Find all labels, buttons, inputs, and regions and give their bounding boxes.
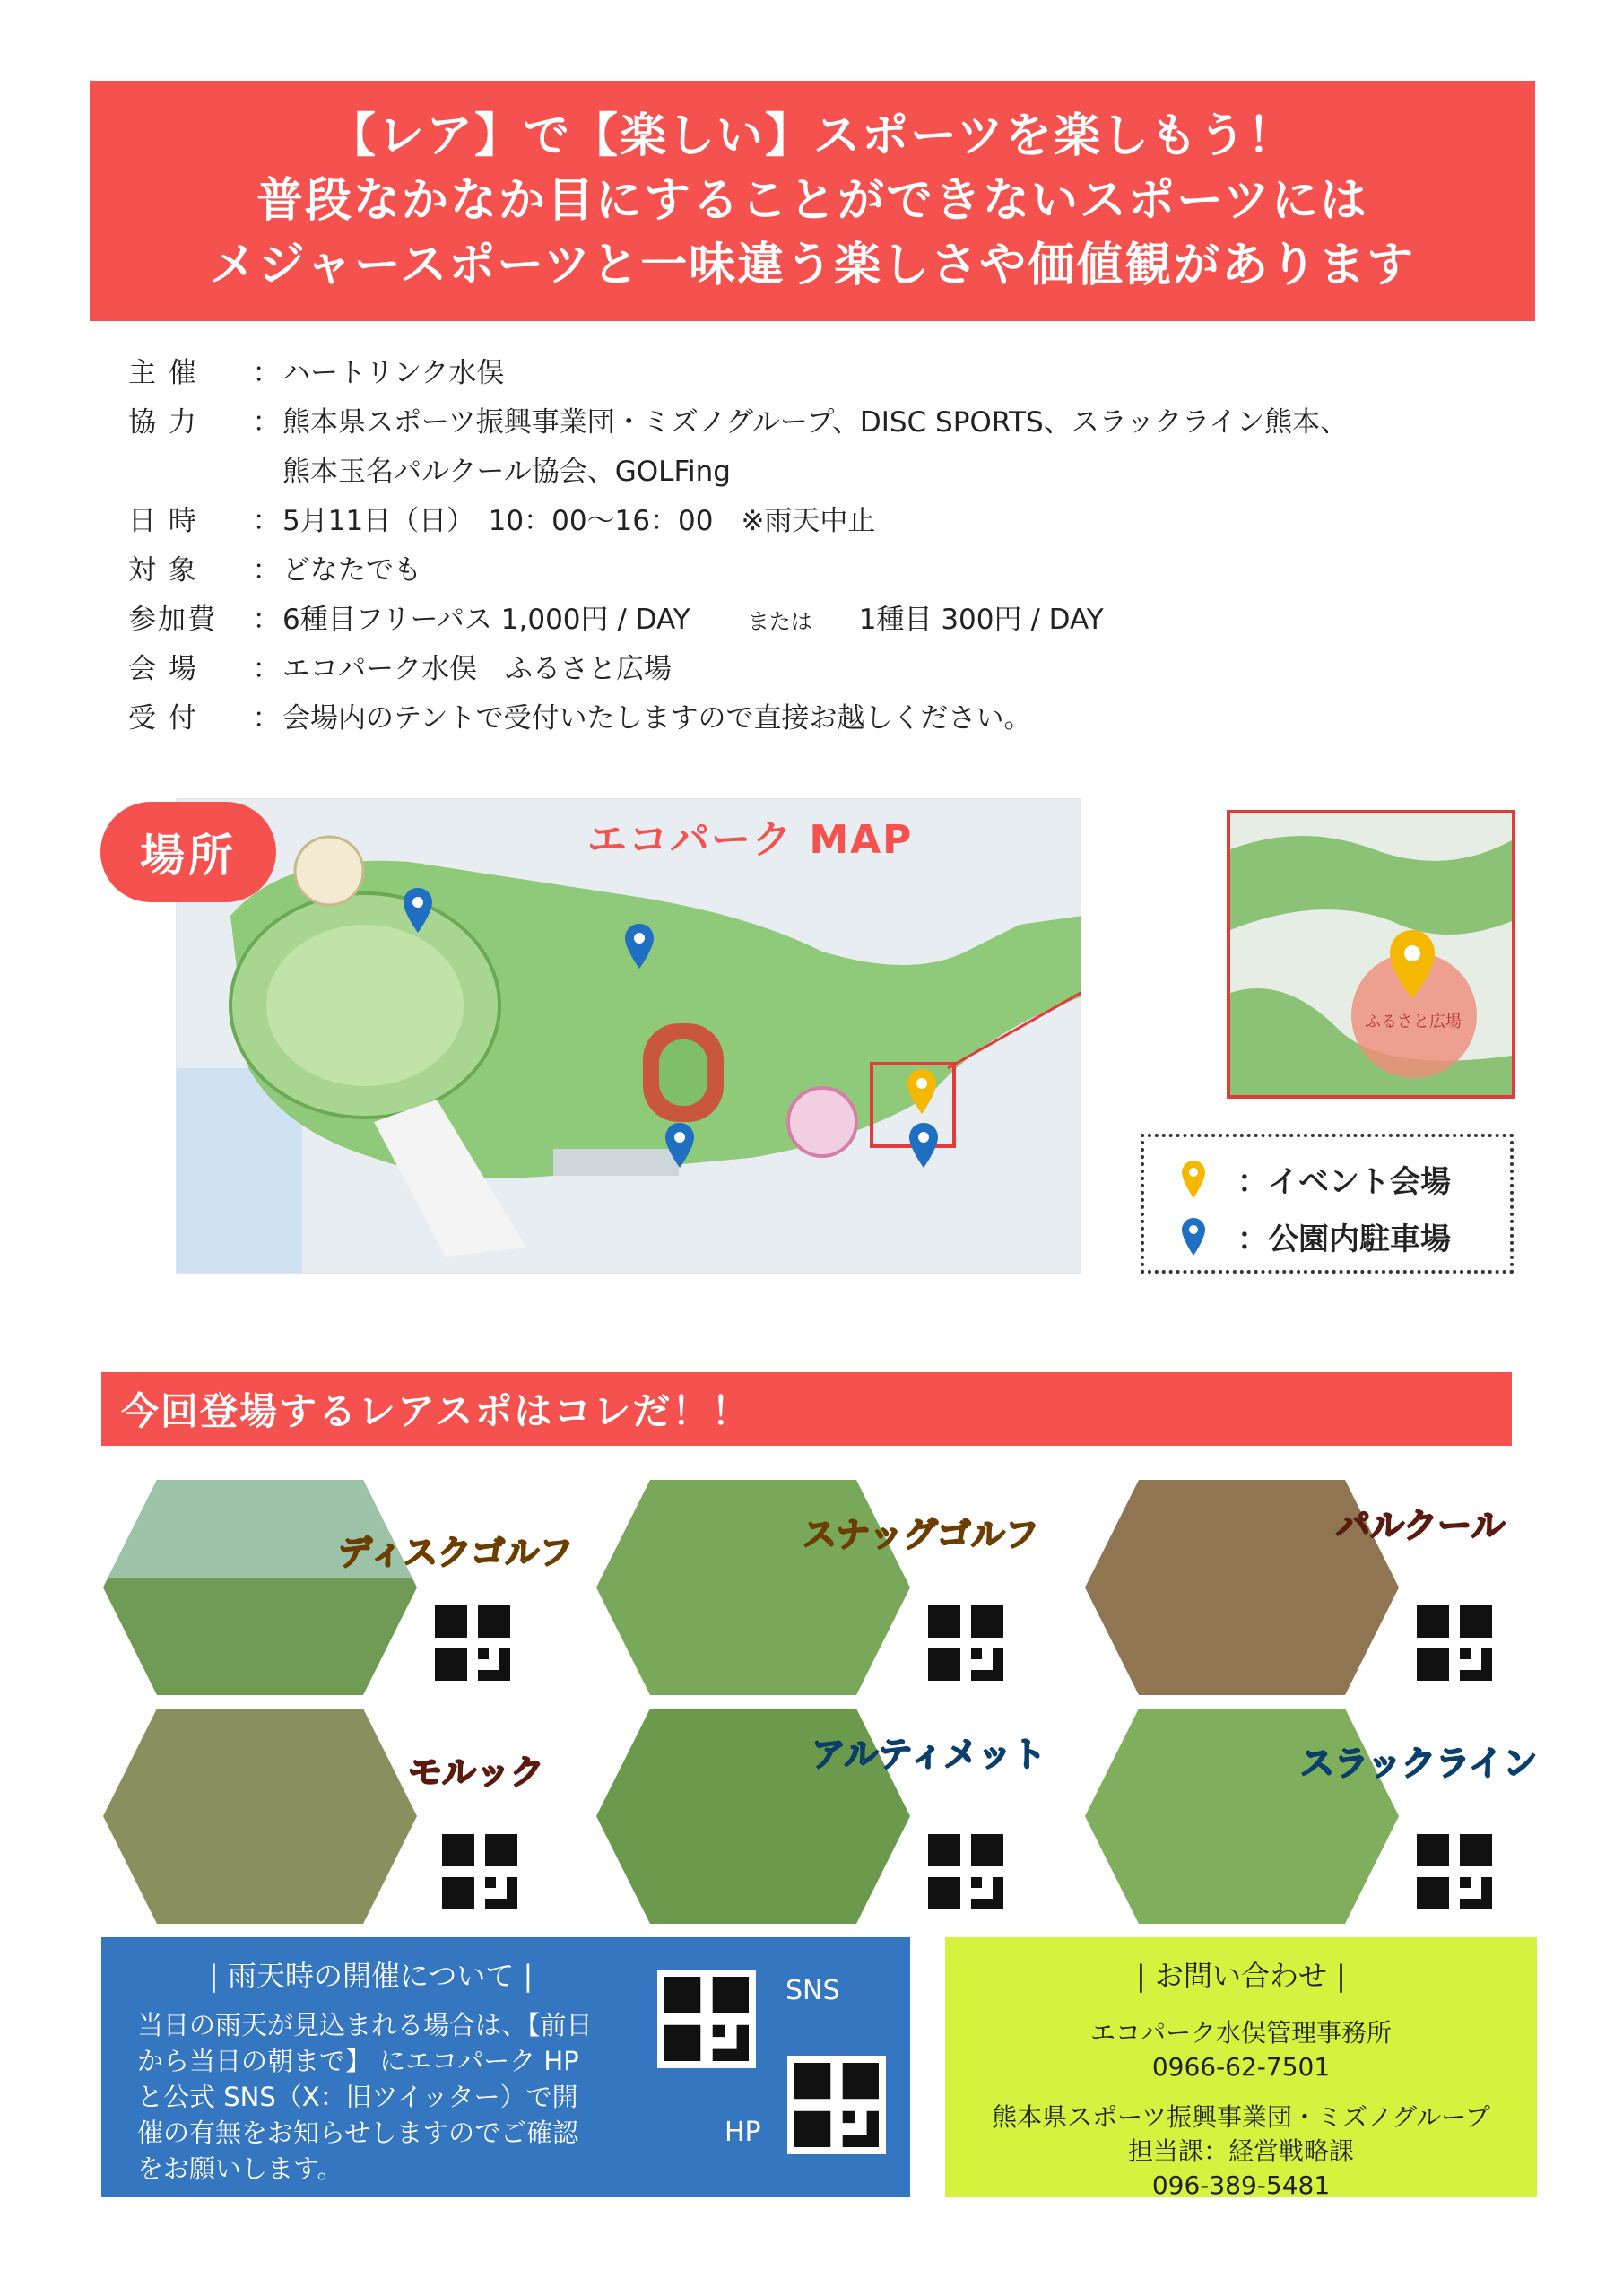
parking-pin-icon <box>623 922 655 970</box>
contact-org-1: エコパーク水俣管理事務所 <box>1089 2018 1392 2048</box>
park-map <box>176 798 1081 1274</box>
contact-tel-1: 0966-62-7501 <box>1151 2052 1331 2082</box>
event-info <box>128 345 1509 740</box>
fee-label: 参加費 <box>128 604 217 636</box>
separator: ： <box>252 357 281 389</box>
headline-line-1: 【レア】で【楽しい】スポーツを楽しもう！ <box>329 109 1296 163</box>
legend-parking <box>1180 1214 1451 1258</box>
qr-code-icon[interactable] <box>928 1605 1003 1681</box>
date-value: 5月11日（日） 10：00〜16：00 ※雨天中止 <box>282 505 876 537</box>
sport-name: スナッグゴルフ <box>803 1515 1039 1554</box>
venue-inset-map <box>1227 810 1515 1099</box>
qr-code-icon[interactable] <box>1417 1834 1492 1909</box>
fee-single: 1種目 300円 / DAY <box>858 604 1104 636</box>
host-value: ハートリンク水俣 <box>282 357 505 389</box>
separator: ： <box>252 604 281 636</box>
separator: ： <box>252 505 281 537</box>
sport-name: ディスクゴルフ <box>338 1533 574 1572</box>
separator: ： <box>252 406 281 439</box>
sport-name: スラックライン <box>1300 1744 1538 1783</box>
sport-name: モルック <box>408 1752 545 1792</box>
info-row-target <box>128 543 1509 592</box>
info-row-coop <box>128 395 1509 444</box>
qr-code-icon[interactable] <box>442 1834 517 1909</box>
qr-code-icon <box>664 1977 749 2061</box>
sport-card <box>1085 1709 1538 1924</box>
target-label: 対 象 <box>128 554 198 587</box>
legend-event-label: ：イベント会場 <box>1237 1164 1451 1200</box>
host-label: 主 催 <box>128 357 198 389</box>
rain-notice-body: 当日の雨天が見込まれる場合は、【前日 から当日の朝まで】 にエコパーク HP と公式 SNS（X：旧ツイッター）で開 催の有無をお知らせしますのでご確認 をお願いします。 <box>137 2010 593 2184</box>
sport-name: パルクール <box>1336 1506 1506 1545</box>
sport-card <box>1085 1480 1533 1695</box>
target-value: どなたでも <box>282 554 421 587</box>
event-pin-icon <box>906 1067 938 1116</box>
rain-notice-title: | 雨天時の開催について | <box>209 1959 534 1993</box>
info-row-fee <box>128 592 1509 641</box>
venue-label: 会 場 <box>128 653 198 685</box>
parking-pin-icon <box>402 886 434 935</box>
rare-sports-header: 今回登場するレアスポはコレだ！！ <box>101 1372 1512 1446</box>
sport-name: アルティメット <box>812 1735 1046 1774</box>
headline-banner <box>90 81 1535 321</box>
coop-value-1: 熊本県スポーツ振興事業団・ミズノグループ、DISC SPORTS、スラックライン熊本、 <box>282 406 1349 439</box>
separator: ： <box>252 554 281 587</box>
qr-code-icon[interactable] <box>928 1834 1003 1909</box>
map-title: エコパーク MAP <box>587 817 914 863</box>
contact-dept: 担当課：経営戦略課 <box>1127 2136 1354 2166</box>
hp-label: HP <box>725 2117 761 2148</box>
legend-event <box>1180 1157 1451 1201</box>
parking-pin-icon <box>664 1121 696 1170</box>
reception-value: 会場内のテントで受付いたしますので直接お越しください。 <box>282 702 1032 735</box>
sport-card <box>596 1709 1045 1924</box>
map-legend <box>1141 1134 1514 1274</box>
sport-photo <box>103 1480 417 1695</box>
sns-qr-code[interactable] <box>657 1970 756 2068</box>
info-row-date <box>128 493 1509 543</box>
qr-code-icon <box>794 2063 879 2147</box>
sport-photo <box>103 1709 417 1924</box>
info-row-venue <box>128 641 1509 691</box>
coop-label: 協 力 <box>128 406 198 439</box>
reception-label: 受 付 <box>128 702 198 735</box>
sport-card <box>103 1709 551 1924</box>
hp-qr-code[interactable] <box>787 2056 886 2154</box>
qr-code-icon[interactable] <box>435 1605 510 1681</box>
park-map-illustration <box>177 799 1081 1274</box>
place-badge: 場所 <box>100 802 276 902</box>
contact-org-2: 熊本県スポーツ振興事業団・ミズノグループ <box>992 2102 1490 2132</box>
parking-pin-icon <box>907 1121 940 1170</box>
sns-label: SNS <box>785 1975 840 2006</box>
sport-card <box>596 1480 1045 1695</box>
sport-card <box>103 1480 574 1695</box>
date-label: 日 時 <box>128 505 198 537</box>
separator: ： <box>252 702 281 735</box>
rain-notice <box>101 1937 910 2197</box>
legend-parking-label: ：公園内駐車場 <box>1237 1222 1451 1257</box>
fee-freepass: 6種目フリーパス 1,000円 / DAY <box>282 604 690 636</box>
contact-box <box>945 1937 1537 2200</box>
venue-value: エコパーク水俣 ふるさと広場 <box>282 653 672 685</box>
coop-value-2: 熊本玉名パルクール協会、GOLFing <box>282 456 731 488</box>
contact-title: | お問い合わせ | <box>1136 1959 1346 1993</box>
info-row-host <box>128 345 1509 395</box>
headline-line-2: 普段なかなか目にすることができないスポーツには <box>256 174 1368 228</box>
event-pin-icon <box>1180 1159 1207 1200</box>
headline-line-3: メジャースポーツと一味違う楽しさや価値観があります <box>209 239 1416 292</box>
contact-tel-2: 096-389-5481 <box>1151 2170 1331 2200</box>
fee-or: または <box>747 609 812 634</box>
inset-venue-label: ふるさと広場 <box>1365 1013 1462 1031</box>
parking-pin-icon <box>1180 1216 1207 1257</box>
info-row-coop-cont <box>128 444 1509 493</box>
separator: ： <box>252 653 281 685</box>
info-row-reception <box>128 691 1509 740</box>
qr-code-icon[interactable] <box>1417 1605 1492 1681</box>
